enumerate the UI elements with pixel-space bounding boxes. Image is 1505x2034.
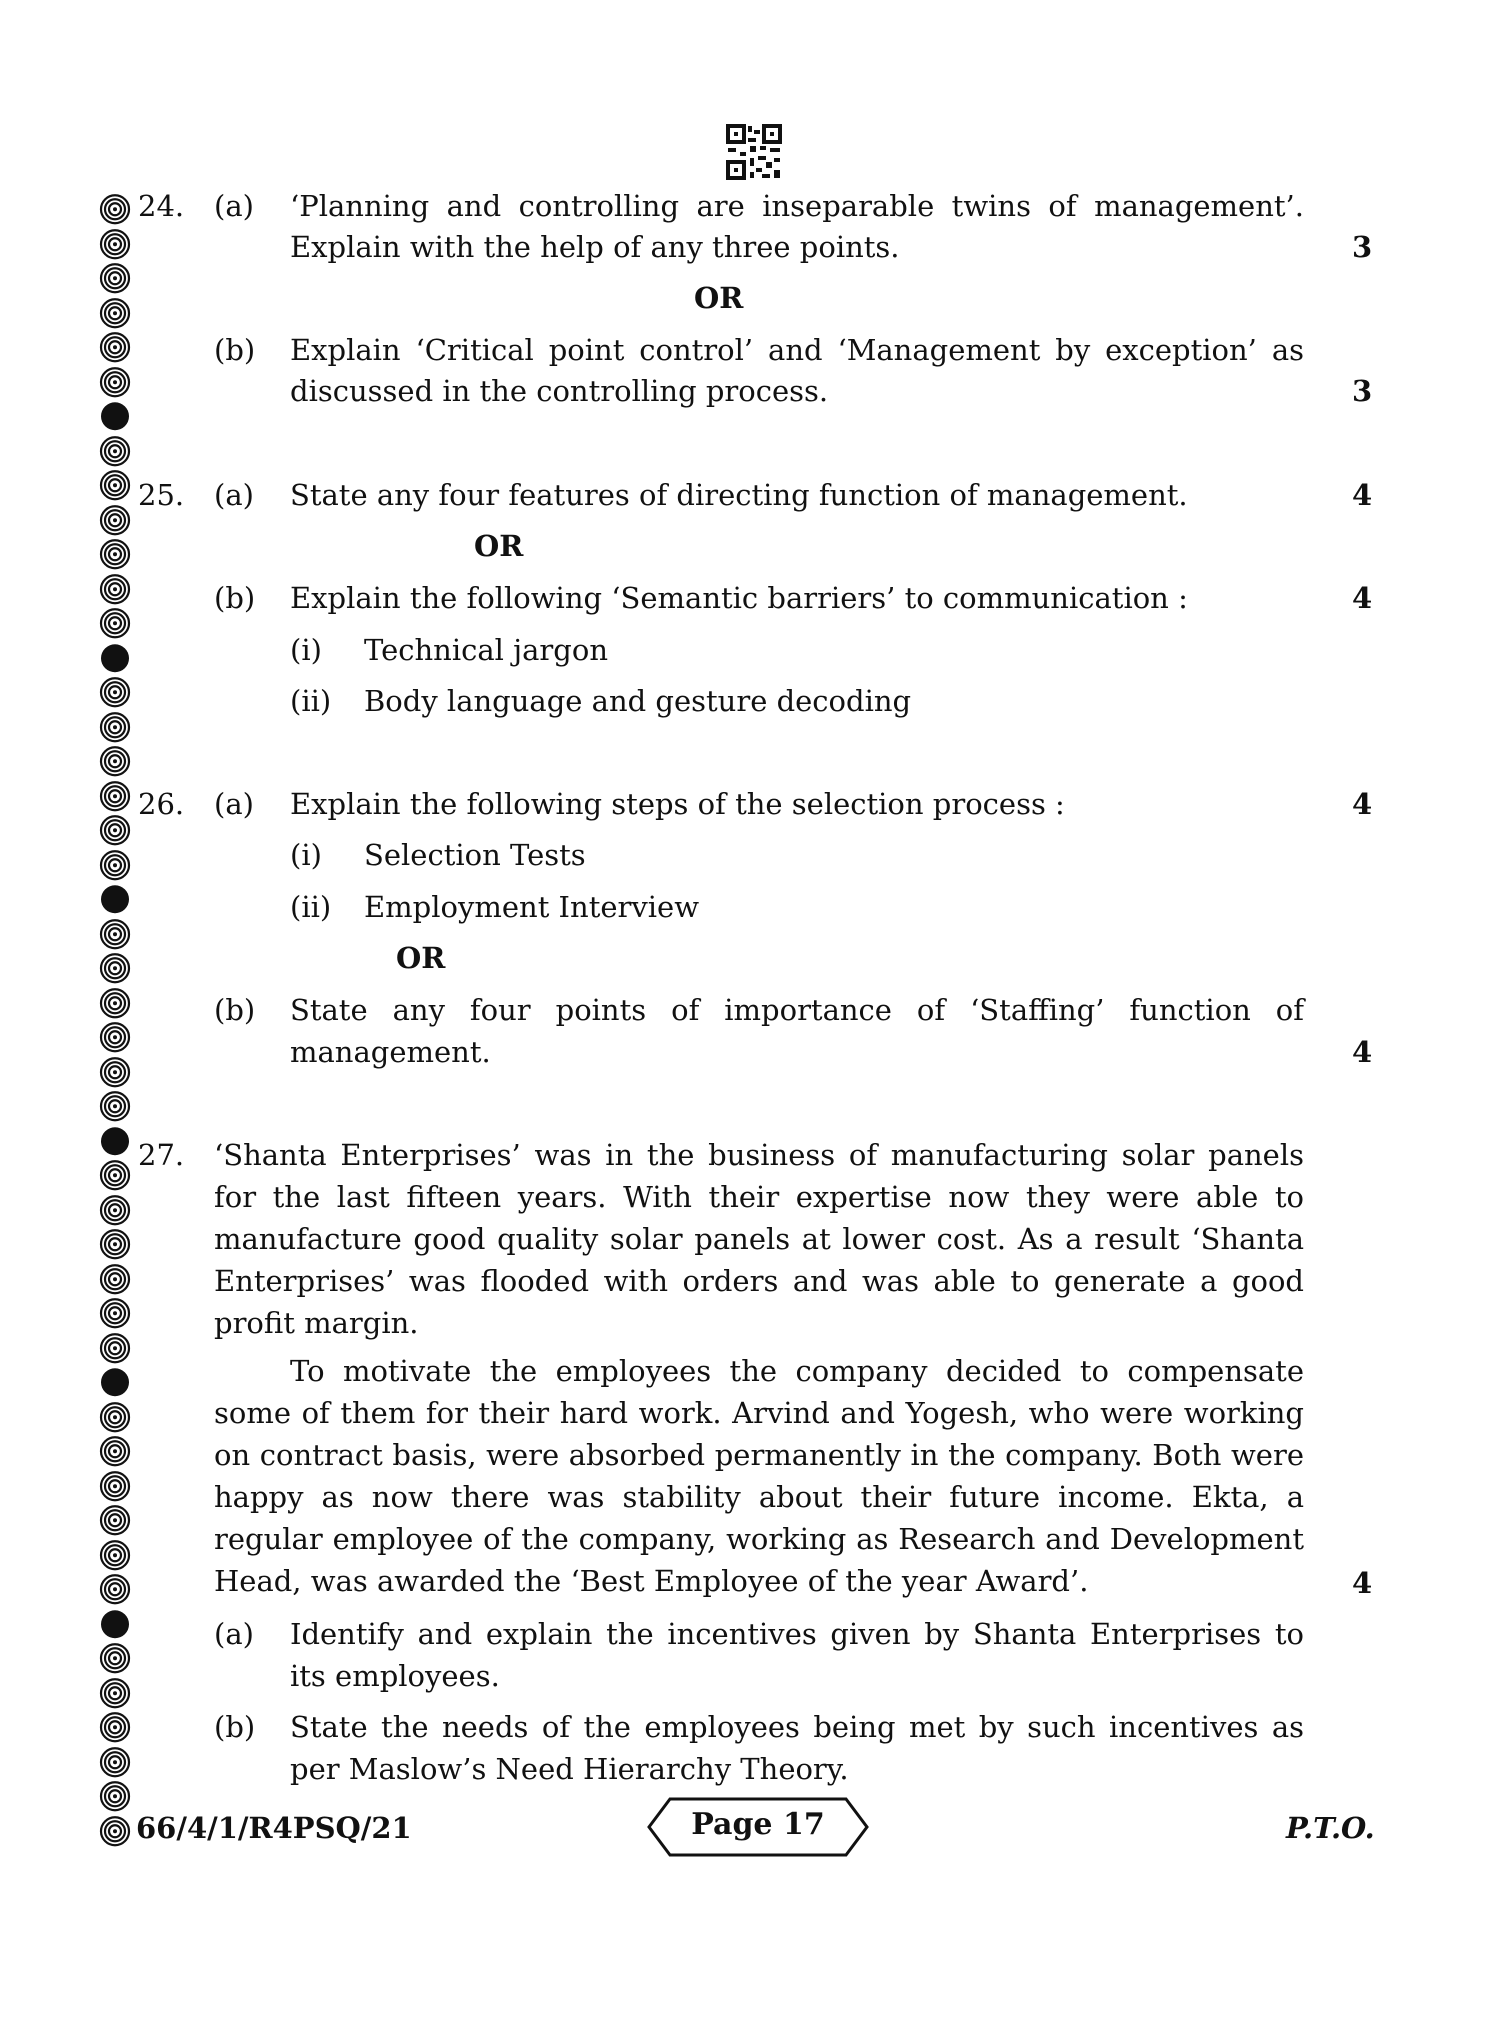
margin-ring-icon [98,330,132,365]
question-text: State the needs of the employees being met by such incentives as per Maslow’s Need Hierarchy Theory. [290,1710,1304,1786]
sub-part-label: (i) [290,838,322,872]
security-margin [98,192,134,1848]
margin-ring-icon [98,1124,132,1159]
marks: 4 [1352,1035,1373,1069]
part-label: (b) [214,1710,256,1744]
margin-ring-icon [98,365,132,400]
marks: 3 [1352,374,1373,408]
question-text: ‘Planning and controlling are inseparable twins of management’. [290,189,1304,223]
margin-ring-icon [98,1055,132,1090]
marks: 4 [1352,1566,1373,1600]
margin-ring-icon [98,1020,132,1055]
margin-ring-icon [98,192,132,227]
margin-ring-icon [98,882,132,917]
question-text: State any four features of directing function of management. [290,478,1188,512]
question-number: 27. [138,1138,185,1172]
margin-ring-icon [98,1296,132,1331]
margin-ring-icon [98,537,132,572]
part-label: (b) [214,993,256,1027]
margin-ring-icon [98,261,132,296]
margin-ring-icon [98,779,132,814]
margin-ring-icon [98,1745,132,1780]
question-text: Explain the following ‘Semantic barriers’ to communication : [290,581,1188,615]
question-text: State any four points of importance of ‘Staffing’ function of [290,993,1304,1027]
margin-ring-icon [98,1158,132,1193]
question-number: 24. [138,189,185,223]
or-separator: OR [694,281,744,315]
marks: 3 [1352,230,1373,264]
sub-part-label: (i) [290,633,322,667]
sub-part-text: Technical jargon [364,633,608,667]
qr-code-icon [726,124,782,180]
margin-ring-icon [98,951,132,986]
or-separator: OR [396,941,446,975]
question-text: Explain the following steps of the selection process : [290,787,1065,821]
margin-ring-icon [98,606,132,641]
or-separator: OR [474,529,524,563]
margin-ring-icon [98,1814,132,1849]
margin-ring-icon [98,296,132,331]
question-number: 25. [138,478,185,512]
margin-ring-icon [98,641,132,676]
part-label: (a) [214,189,254,223]
margin-ring-icon [98,1572,132,1607]
margin-ring-icon [98,1331,132,1366]
margin-ring-icon [98,1469,132,1504]
margin-ring-icon [98,1365,132,1400]
question-text: discussed in the controlling process. [290,374,829,408]
margin-ring-icon [98,1779,132,1814]
question-text: Explain with the help of any three points. [290,230,900,264]
case-paragraph: To motivate the employees the company decided to compensate some of them for their hard work. Arvind and Yogesh, who were working on contract basis, were absorbed permanently in the company. Both were happy as now there was stability about their future income. Ekta, a regular employee of the company, working as Research and Development Head, was awarded the ‘Best Employee of the year Award’. [214,1354,1304,1598]
margin-ring-icon [98,1193,132,1228]
margin-ring-icon [98,1710,132,1745]
sub-part-text: Employment Interview [364,890,700,924]
part-label: (b) [214,581,256,615]
margin-ring-icon [98,1400,132,1435]
margin-ring-icon [98,1676,132,1711]
page-number-badge [646,1796,870,1858]
margin-ring-icon [98,399,132,434]
question-number: 26. [138,787,185,821]
marks: 4 [1352,787,1373,821]
sub-part-text: Selection Tests [364,838,586,872]
marks: 4 [1352,581,1373,615]
margin-ring-icon [98,917,132,952]
margin-ring-icon [98,1262,132,1297]
question-text: Explain ‘Critical point control’ and ‘Management by exception’ as [290,333,1304,367]
sub-part-label: (ii) [290,684,332,718]
part-label: (b) [214,333,256,367]
page-number: Page 17 [691,1807,825,1842]
margin-ring-icon [98,1607,132,1642]
margin-ring-icon [98,1434,132,1469]
pto-label: P.T.O. [1286,1811,1375,1845]
case-paragraph: ‘Shanta Enterprises’ was in the business of manufacturing solar panels for the last fifteen years. With their expertise now they were able to manufacture good quality solar panels at lower cost. As a result ‘Shanta Enterprises’ was flooded with orders and was able to generate a good profit margin. [214,1138,1304,1340]
margin-ring-icon [98,503,132,538]
sub-part-label: (ii) [290,890,332,924]
part-label: (a) [214,787,254,821]
part-label: (a) [214,1617,254,1651]
paper-code: 66/4/1/R4PSQ/21 [136,1811,412,1845]
margin-ring-icon [98,434,132,469]
margin-ring-icon [98,986,132,1021]
margin-ring-icon [98,1538,132,1573]
question-text: management. [290,1035,491,1069]
margin-ring-icon [98,468,132,503]
margin-ring-icon [98,1503,132,1538]
margin-ring-icon [98,675,132,710]
margin-ring-icon [98,1227,132,1262]
marks: 4 [1352,478,1373,512]
sub-part-text: Body language and gesture decoding [364,684,912,718]
margin-ring-icon [98,1641,132,1676]
part-label: (a) [214,478,254,512]
question-text: Identify and explain the incentives given by Shanta Enterprises to its employees. [290,1617,1304,1693]
margin-ring-icon [98,744,132,779]
margin-ring-icon [98,710,132,745]
margin-ring-icon [98,848,132,883]
margin-ring-icon [98,572,132,607]
margin-ring-icon [98,1089,132,1124]
margin-ring-icon [98,813,132,848]
margin-ring-icon [98,227,132,262]
